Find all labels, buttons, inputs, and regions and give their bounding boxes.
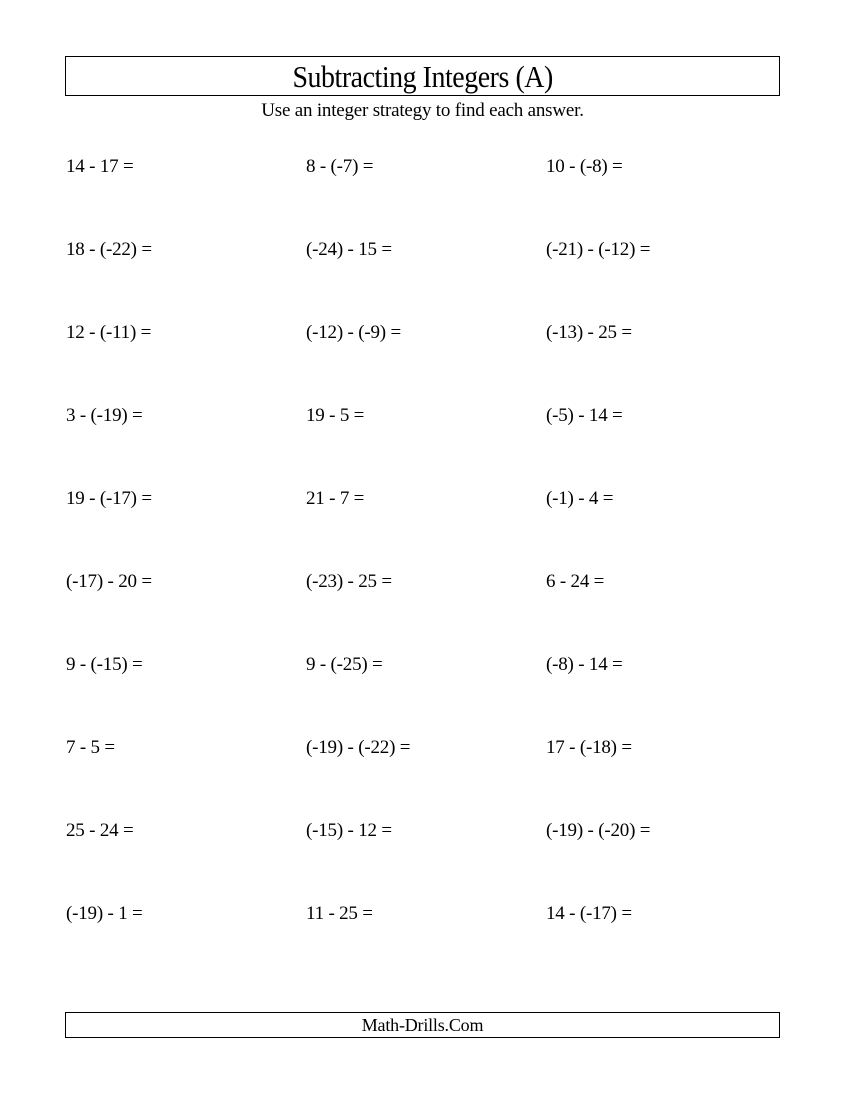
problem: 14 - (-17) = xyxy=(546,903,632,924)
problem: 10 - (-8) = xyxy=(546,156,623,177)
problem: (-19) - (-20) = xyxy=(546,820,651,841)
problem: 21 - 7 = xyxy=(306,488,365,509)
problem: (-19) - (-22) = xyxy=(306,737,411,758)
problem: 9 - (-25) = xyxy=(306,654,383,675)
footer-box xyxy=(65,1012,780,1038)
problem: 6 - 24 = xyxy=(546,571,605,592)
problem: (-8) - 14 = xyxy=(546,654,623,675)
problem: 12 - (-11) = xyxy=(66,322,152,343)
problem: (-15) - 12 = xyxy=(306,820,392,841)
problem: (-21) - (-12) = xyxy=(546,239,651,260)
footer-brand: Math-Drills.Com xyxy=(361,1014,484,1035)
problem: (-17) - 20 = xyxy=(66,571,152,592)
problem: 17 - (-18) = xyxy=(546,737,632,758)
problem: 9 - (-15) = xyxy=(66,654,143,675)
problem: 19 - (-17) = xyxy=(66,488,152,509)
problem: (-24) - 15 = xyxy=(306,239,392,260)
problem: (-12) - (-9) = xyxy=(306,322,401,343)
problem: (-13) - 25 = xyxy=(546,322,632,343)
problem: (-19) - 1 = xyxy=(66,903,143,924)
problem: (-5) - 14 = xyxy=(546,405,623,426)
problem: 3 - (-19) = xyxy=(66,405,143,426)
problem: (-23) - 25 = xyxy=(306,571,392,592)
problem: 19 - 5 = xyxy=(306,405,365,426)
problem: 14 - 17 = xyxy=(66,156,134,177)
worksheet-title: Subtracting Integers (A) xyxy=(292,58,553,94)
problem: 18 - (-22) = xyxy=(66,239,152,260)
title-box xyxy=(65,56,780,96)
problem: (-1) - 4 = xyxy=(546,488,614,509)
problem: 7 - 5 = xyxy=(66,737,115,758)
problem: 8 - (-7) = xyxy=(306,156,374,177)
problem: 25 - 24 = xyxy=(66,820,134,841)
instructions: Use an integer strategy to find each answer. xyxy=(261,100,584,121)
problem: 11 - 25 = xyxy=(306,903,373,924)
problem-grid xyxy=(66,153,786,983)
